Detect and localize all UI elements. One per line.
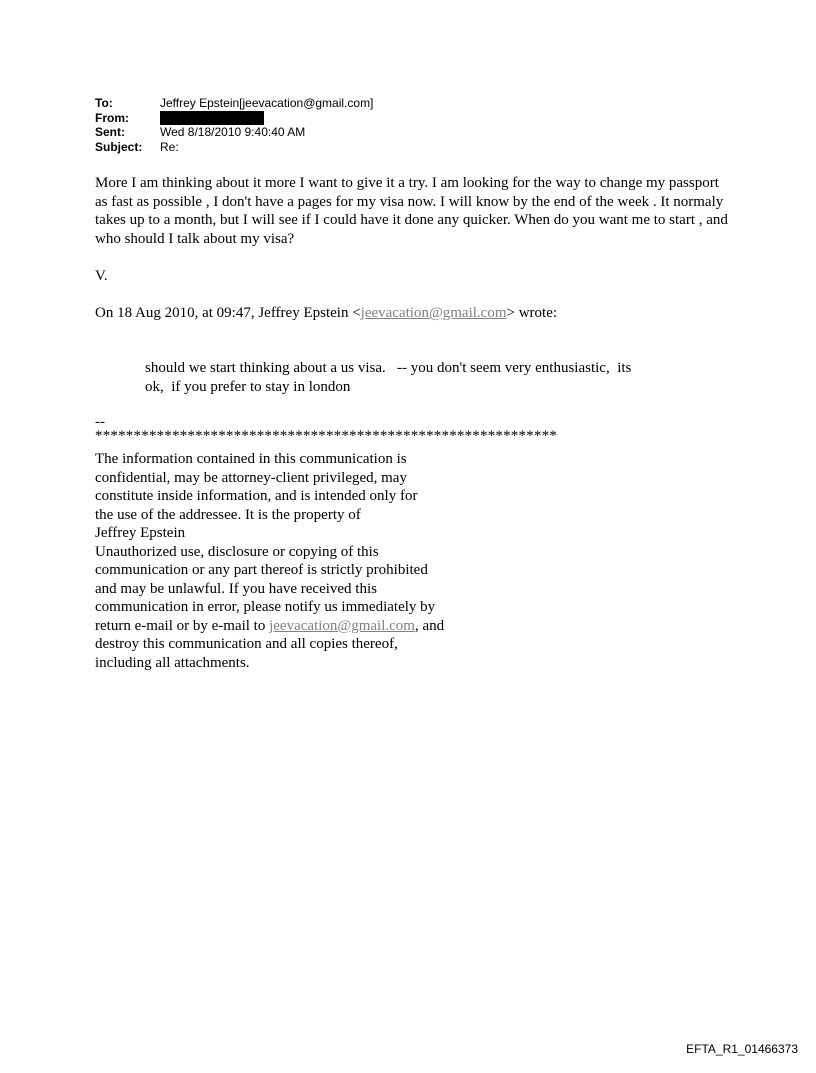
disclaimer-line: including all attachments.: [95, 654, 250, 671]
sent-row: [95, 125, 373, 140]
disclaimer-line: communication or any part thereof is strictly prohibited: [95, 562, 428, 578]
disclaimer-line: confidential, may be attorney-client privileged, may: [95, 469, 407, 486]
quoted-message: [145, 359, 705, 396]
disclaimer-line: and may be unlawful. If you have received this: [95, 580, 377, 597]
quote-attribution-suffix: > wrote:: [506, 305, 558, 321]
quoted-line: ok, if you prefer to stay in london: [145, 378, 351, 395]
to-row: [95, 96, 373, 111]
disclaimer-line: constitute inside information, and is intended only for: [95, 488, 418, 504]
to-value: Jeffrey Epstein[jeevacation@gmail.com]: [160, 96, 374, 110]
signature-separator: --: [95, 414, 105, 430]
quoted-line: should we start thinking about a us visa. -- you don't seem very enthusiastic, its: [145, 360, 632, 376]
subject-row: [95, 140, 373, 155]
asterisk-divider: ************************************************************: [95, 428, 557, 444]
from-row: [95, 111, 373, 126]
from-redaction: [160, 111, 264, 125]
disclaimer-email-link[interactable]: jeevacation@gmail.com: [269, 617, 415, 634]
return-email-prefix: return e-mail or by e-mail to: [95, 617, 270, 634]
return-email-suffix: , and: [414, 617, 445, 634]
from-label: From:: [95, 110, 129, 125]
quote-attribution-prefix: On 18 Aug 2010, at 09:47, Jeffrey Epstein <: [95, 305, 361, 321]
signature: V.: [95, 268, 108, 284]
disclaimer-line: communication in error, please notify us immediately by: [95, 599, 436, 615]
disclaimer-line: [95, 617, 475, 636]
quote-email-link[interactable]: jeevacation@gmail.com: [360, 305, 507, 321]
to-label: To:: [95, 96, 113, 110]
subject-label: Subject:: [95, 139, 143, 154]
message-body: More I am thinking about it more I want to give it a try. I am looking for the way to change my passport as fast as possible , I don't have a pages for my visa now. I will know by the end of the week . It normaly takes up to a month, but I will see if I could have it done any quicker. When do you want me to start , and who should I talk about my visa?: [95, 175, 728, 247]
sent-value: Wed 8/18/2010 9:40:40 AM: [160, 125, 306, 139]
disclaimer-line: Jeffrey Epstein: [95, 525, 186, 541]
subject-value: Re:: [160, 139, 179, 154]
email-header: [95, 96, 373, 154]
disclaimer-line: Unauthorized use, disclosure or copying of this: [95, 543, 379, 560]
quote-attribution: [95, 304, 557, 323]
sent-label: Sent:: [95, 125, 125, 139]
disclaimer-line: The information contained in this communication is: [95, 451, 407, 467]
disclaimer-line: the use of the addressee. It is the property of: [95, 506, 361, 523]
confidentiality-disclaimer: [95, 450, 475, 672]
document-id: EFTA_R1_01466373: [686, 1042, 798, 1056]
disclaimer-line: destroy this communication and all copies thereof,: [95, 636, 398, 652]
